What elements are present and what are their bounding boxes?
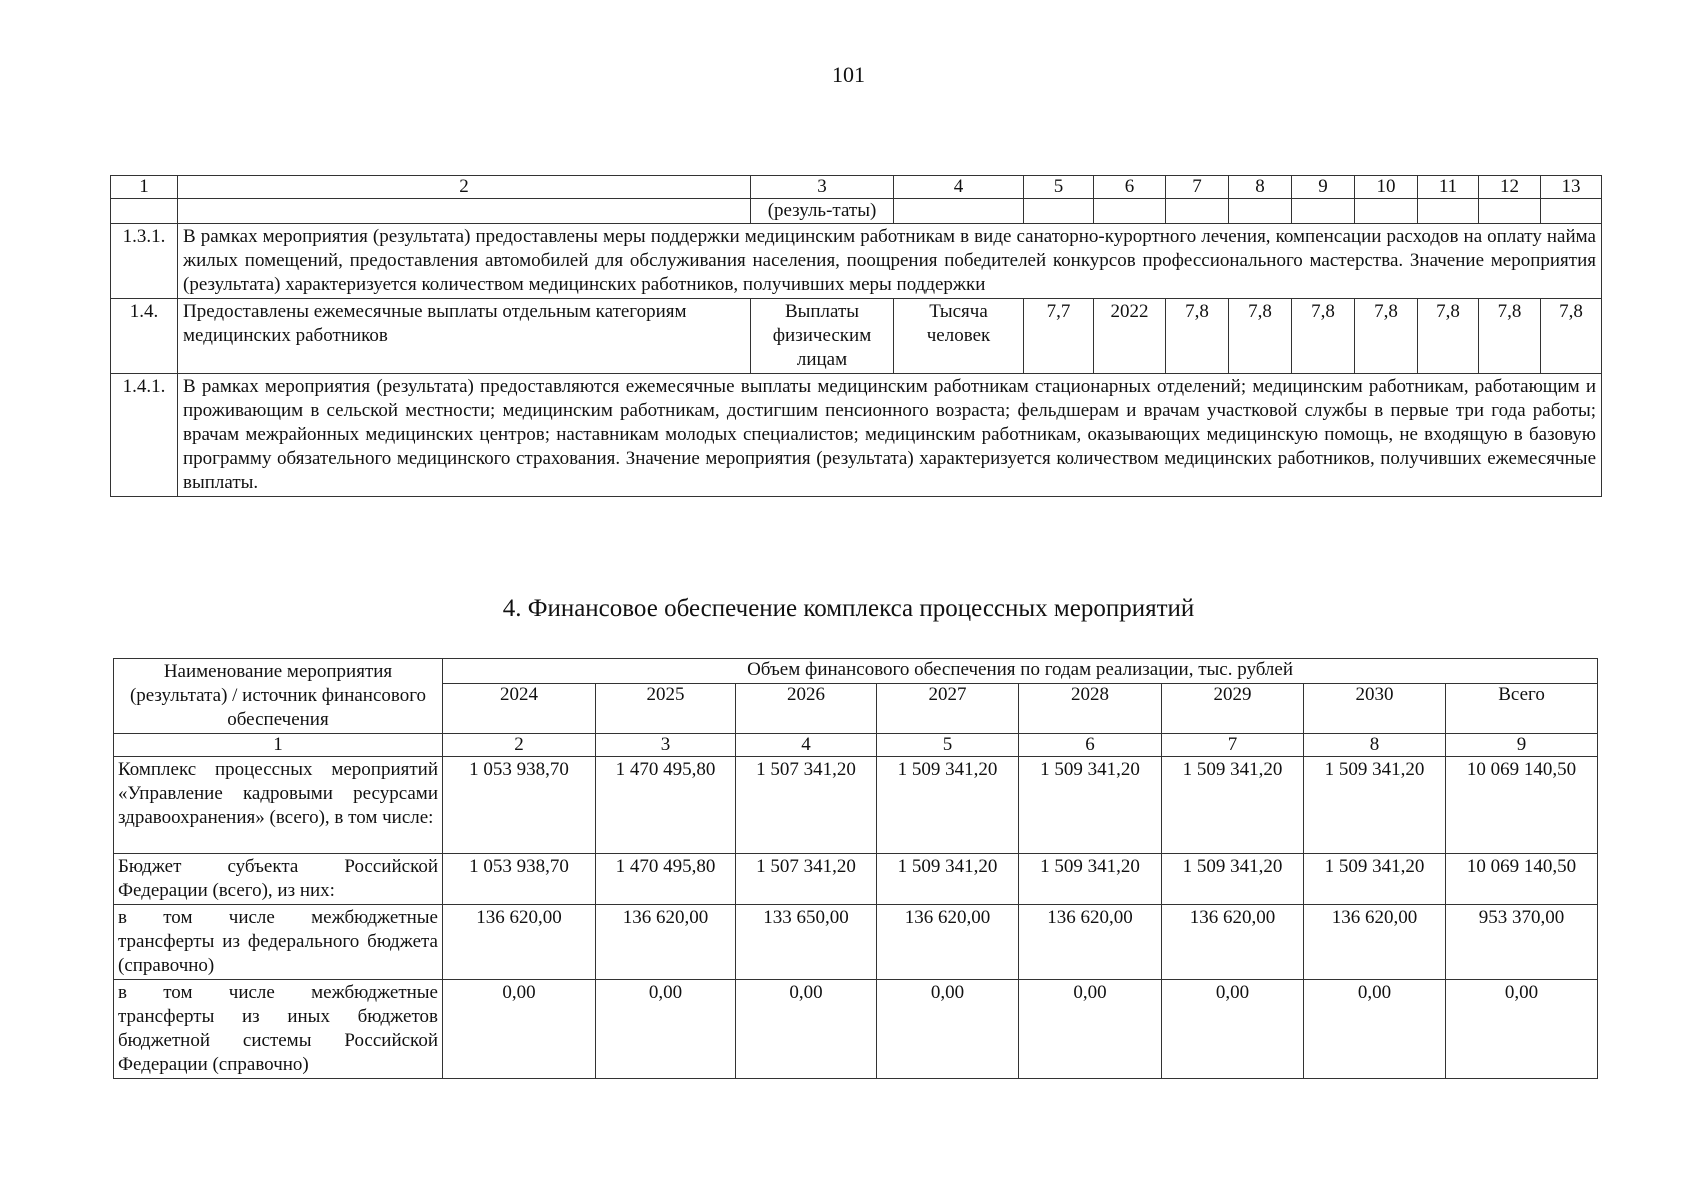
year-header: 2028 — [1019, 684, 1162, 734]
row-value: 7,8 — [1541, 299, 1602, 374]
volume-header: Объем финансового обеспечения по годам реализации, тыс. рублей — [443, 659, 1598, 684]
row-value: 2022 — [1094, 299, 1166, 374]
year-header: 2027 — [877, 684, 1019, 734]
row-value: 7,8 — [1166, 299, 1229, 374]
name-header: Наименование мероприятия (результата) / источник финансового обеспечения — [114, 659, 443, 734]
year-header: 2025 — [596, 684, 736, 734]
row-value: 1 509 341,20 — [877, 757, 1019, 854]
row-value: 1 470 495,80 — [596, 854, 736, 905]
row-value: 0,00 — [736, 980, 877, 1079]
row-number: 1.3.1. — [111, 224, 178, 299]
col-number: 4 — [736, 734, 877, 757]
row-value: 1 053 938,70 — [443, 757, 596, 854]
header-continuation-row — [111, 199, 1602, 224]
row-value: 0,00 — [1162, 980, 1304, 1079]
col-number: 5 — [1024, 176, 1094, 199]
row-value: 1 507 341,20 — [736, 854, 877, 905]
row-name: в том числе межбюджетные трансферты из иных бюджетов бюджетной системы Российской Федерации (справочно) — [114, 980, 443, 1079]
header-continuation: (резуль-таты) — [751, 199, 894, 224]
year-header: 2024 — [443, 684, 596, 734]
row-description: В рамках мероприятия (результата) предоставляются ежемесячные выплаты медицинским работникам стационарных отделений; медицинским работникам, работающим и проживающим в сельской местности; медицинским работникам, достигшим пенсионного возраста; фельдшерам и врачам участковой службы в первые три года работы; врачам межрайонных медицинских центров; наставникам молодых специалистов; медицинским работникам, оказывающих медицинскую помощь, не входящую в базовую программу обязательного медицинского страхования. Значение мероприятия (результата) характеризуется количеством медицинских работников, получивших ежемесячные выплаты. — [178, 374, 1602, 497]
year-header: 2030 — [1304, 684, 1446, 734]
row-value: 1 509 341,20 — [1304, 757, 1446, 854]
row-value: 7,7 — [1024, 299, 1094, 374]
row-value: 133 650,00 — [736, 905, 877, 980]
row-number: 1.4.1. — [111, 374, 178, 497]
col-number: 9 — [1292, 176, 1355, 199]
col-number: 3 — [751, 176, 894, 199]
row-value: 1 470 495,80 — [596, 757, 736, 854]
row-value: 1 509 341,20 — [1019, 854, 1162, 905]
col-number: 9 — [1446, 734, 1598, 757]
table-row — [114, 905, 1598, 980]
row-value: 0,00 — [443, 980, 596, 1079]
column-number-row — [114, 734, 1598, 757]
row-value: 0,00 — [877, 980, 1019, 1079]
col-number: 10 — [1355, 176, 1418, 199]
row-description: В рамках мероприятия (результата) предоставлены меры поддержки медицинским работникам в виде санаторно-курортного лечения, компенсации расходов на оплату найма жилых помещений, предоставления автомобилей для обслуживания населения, поощрения победителей конкурсов профессионального мастерства. Значение мероприятия (результата) характеризуется количеством медицинских работников, получивших меры поддержки — [178, 224, 1602, 299]
year-header: 2026 — [736, 684, 877, 734]
row-value: 1 053 938,70 — [443, 854, 596, 905]
col-number: 3 — [596, 734, 736, 757]
col-number: 1 — [114, 734, 443, 757]
year-header: Всего — [1446, 684, 1598, 734]
page-number: 101 — [832, 62, 865, 87]
financing-table — [113, 658, 1598, 1079]
col-number: 11 — [1418, 176, 1479, 199]
row-value: 953 370,00 — [1446, 905, 1598, 980]
col-number: 1 — [111, 176, 178, 199]
row-value: 0,00 — [596, 980, 736, 1079]
row-name: Бюджет субъекта Российской Федерации (всего), из них: — [114, 854, 443, 905]
row-number: 1.4. — [111, 299, 178, 374]
table-row-1-4 — [111, 299, 1602, 374]
section-title: 4. Финансовое обеспечение комплекса процессных мероприятий — [502, 595, 1195, 622]
row-type: Выплаты физическим лицам — [751, 299, 894, 374]
row-value: 10 069 140,50 — [1446, 757, 1598, 854]
row-value: 7,8 — [1355, 299, 1418, 374]
col-number: 6 — [1094, 176, 1166, 199]
row-value: 7,8 — [1229, 299, 1292, 374]
row-value: 1 509 341,20 — [1304, 854, 1446, 905]
year-header: 2029 — [1162, 684, 1304, 734]
row-name: Комплекс процессных мероприятий «Управление кадровыми ресурсами здравоохранения» (всего), в том числе: — [114, 757, 443, 854]
row-value: 7,8 — [1292, 299, 1355, 374]
row-value: 136 620,00 — [443, 905, 596, 980]
table-row — [114, 980, 1598, 1079]
row-value: 10 069 140,50 — [1446, 854, 1598, 905]
row-value: 136 620,00 — [877, 905, 1019, 980]
table-row-1-4-1 — [111, 374, 1602, 497]
row-value: 136 620,00 — [596, 905, 736, 980]
row-name: в том числе межбюджетные трансферты из федерального бюджета (справочно) — [114, 905, 443, 980]
column-number-row — [111, 176, 1602, 199]
indicators-table — [110, 175, 1602, 497]
col-number: 7 — [1166, 176, 1229, 199]
row-value: 1 509 341,20 — [877, 854, 1019, 905]
row-value: 0,00 — [1304, 980, 1446, 1079]
row-name: Предоставлены ежемесячные выплаты отдельным категориям медицинских работников — [178, 299, 751, 374]
col-number: 12 — [1479, 176, 1541, 199]
col-number: 4 — [894, 176, 1024, 199]
col-number: 8 — [1229, 176, 1292, 199]
row-value: 0,00 — [1019, 980, 1162, 1079]
col-number: 5 — [877, 734, 1019, 757]
row-unit: Тысяча человек — [894, 299, 1024, 374]
table-row — [114, 757, 1598, 854]
row-value: 136 620,00 — [1162, 905, 1304, 980]
row-value: 1 509 341,20 — [1162, 757, 1304, 854]
row-value: 136 620,00 — [1304, 905, 1446, 980]
col-number: 6 — [1019, 734, 1162, 757]
row-value: 1 509 341,20 — [1162, 854, 1304, 905]
row-value: 136 620,00 — [1019, 905, 1162, 980]
table-row — [114, 854, 1598, 905]
row-value: 1 507 341,20 — [736, 757, 877, 854]
col-number: 2 — [178, 176, 751, 199]
col-number: 8 — [1304, 734, 1446, 757]
header-row — [114, 659, 1598, 684]
col-number: 2 — [443, 734, 596, 757]
row-value: 7,8 — [1479, 299, 1541, 374]
table-row-1-3-1 — [111, 224, 1602, 299]
col-number: 13 — [1541, 176, 1602, 199]
row-value: 7,8 — [1418, 299, 1479, 374]
row-value: 1 509 341,20 — [1019, 757, 1162, 854]
col-number: 7 — [1162, 734, 1304, 757]
row-value: 0,00 — [1446, 980, 1598, 1079]
